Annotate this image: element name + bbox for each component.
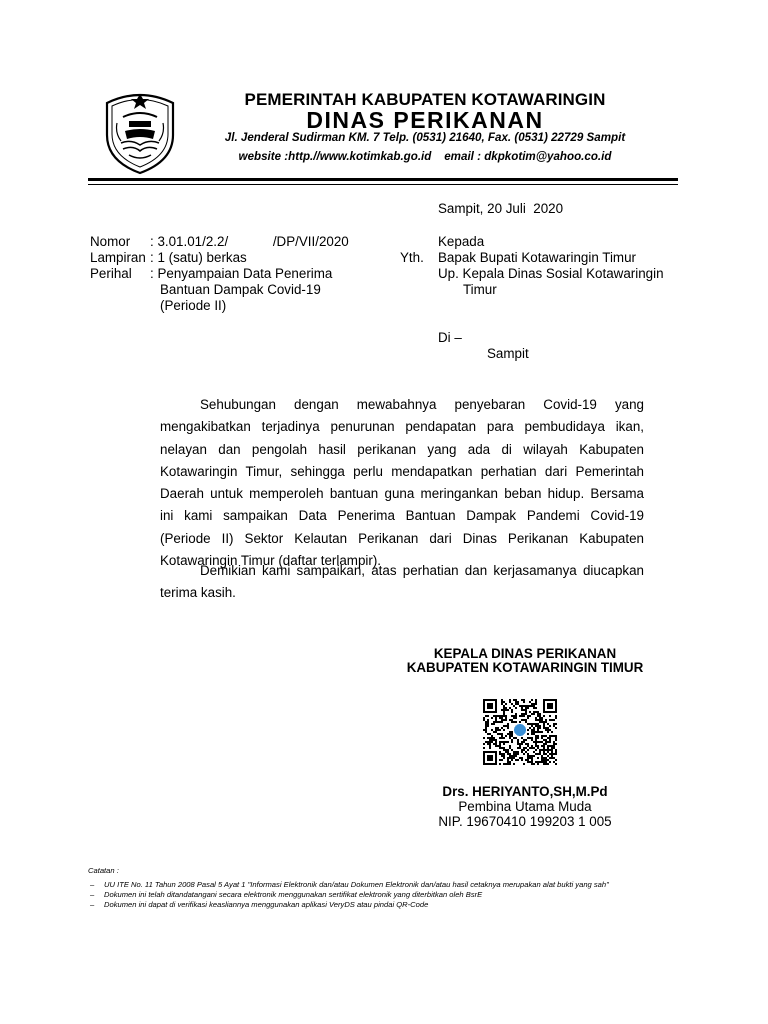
note-text: Dokumen ini telah ditandatangani secara elektronik menggunakan sertifikat elektronik yang diterbitkan oleh BsrE xyxy=(104,890,483,899)
lampiran-label: Lampiran xyxy=(90,250,146,265)
signatory-title-2: KABUPATEN KOTAWARINGIN TIMUR xyxy=(406,660,644,675)
perihal-label: Perihal xyxy=(90,266,132,281)
recipient-kepada: Kepada xyxy=(438,234,485,249)
letterhead-rule-thin xyxy=(88,184,678,185)
recipient-yth: Yth. xyxy=(400,250,424,265)
nomor-value: : 3.01.01/2.2/ /DP/VII/2020 xyxy=(150,234,349,249)
note-text: Dokumen ini dapat di verifikasi keasliannya menggunakan aplikasi VeryDS atau pindai QR-Code xyxy=(104,900,429,909)
body-line: nelayan dan pengolah hasil perikanan yang ada di wilayah Kabupaten xyxy=(160,441,644,457)
note-text: UU ITE No. 11 Tahun 2008 Pasal 5 Ayat 1 "Informasi Elektronik dan/atau Dokumen Elektronik dan/atau hasil cetaknya merupakan alat bukti yang sah" xyxy=(104,880,609,889)
recipient-di: Di – xyxy=(438,330,462,345)
notes-section xyxy=(88,866,688,910)
body-line: terima kasih. xyxy=(160,585,236,601)
body-line: Kotawaringin Timur (daftar terlampir). xyxy=(160,553,382,569)
body-line: ini kami sampaikan Data Penerima Bantuan Dampak Pandemi Covid-19 xyxy=(160,508,644,524)
signatory-name: Drs. HERIYANTO,SH,M.Pd xyxy=(442,784,608,799)
nomor-label: Nomor xyxy=(90,234,131,249)
note-bullet: – xyxy=(90,900,95,909)
body-line: Kotawaringin Timur, sehingga perlu mendapatkan perhatian dari Pemerintah xyxy=(160,463,644,479)
signatory-nip: NIP. 19670410 199203 1 005 xyxy=(438,814,612,829)
body-text: Demikian kami sampaikan, atas perhatian dan kerjasamanya diucapkan xyxy=(200,563,644,578)
letterhead-contact: website :http.//www.kotimkab.go.id email : dkpkotim@yahoo.co.id xyxy=(238,150,612,163)
note-bullet: – xyxy=(90,880,95,889)
signatory-title-1: KEPALA DINAS PERIKANAN xyxy=(433,646,617,661)
recipient-line-3: Timur xyxy=(463,282,497,297)
note-item xyxy=(88,900,688,910)
body-paragraph-2 xyxy=(160,560,644,605)
body-line: mengakibatkan terjadinya penurunan pendapatan para pembudidaya ikan, xyxy=(160,419,644,435)
letter-date: Sampit, 20 Juli 2020 xyxy=(438,201,564,216)
body-line xyxy=(160,394,644,416)
note-bullet: – xyxy=(90,890,95,899)
perihal-value-1: : Penyampaian Data Penerima xyxy=(150,266,333,281)
body-paragraph-1 xyxy=(160,394,644,572)
perihal-value-3: (Periode II) xyxy=(160,298,227,313)
body-line: Daerah untuk memperoleh bantuan guna meringankan beban hidup. Bersama xyxy=(160,486,644,502)
qr-code-icon[interactable] xyxy=(483,699,557,765)
notes-heading: Catatan : xyxy=(88,866,119,875)
body-line xyxy=(160,560,644,582)
note-item xyxy=(88,890,688,900)
recipient-line-1: Bapak Bupati Kotawaringin Timur xyxy=(438,250,636,265)
letterhead-rule-thick xyxy=(88,178,678,181)
regency-crest-icon xyxy=(103,83,177,175)
perihal-value-2: Bantuan Dampak Covid-19 xyxy=(160,282,321,297)
body-text: Sehubungan dengan mewabahnya penyebaran Covid-19 yang xyxy=(200,397,644,412)
lampiran-value: : 1 (satu) berkas xyxy=(150,250,247,265)
letterhead-address: Jl. Jenderal Sudirman KM. 7 Telp. (0531) 21640, Fax. (0531) 22729 Sampit xyxy=(224,131,626,144)
note-item xyxy=(88,880,688,890)
letterhead-agency: DINAS PERIKANAN xyxy=(306,107,544,133)
recipient-line-2: Up. Kepala Dinas Sosial Kotawaringin xyxy=(438,266,664,281)
body-line: (Periode II) Sektor Kelautan Perikanan dari Dinas Perikanan Kabupaten xyxy=(160,530,644,546)
recipient-place: Sampit xyxy=(487,346,529,361)
signatory-rank: Pembina Utama Muda xyxy=(458,799,592,814)
letterhead-government: PEMERINTAH KABUPATEN KOTAWARINGIN xyxy=(244,90,606,109)
